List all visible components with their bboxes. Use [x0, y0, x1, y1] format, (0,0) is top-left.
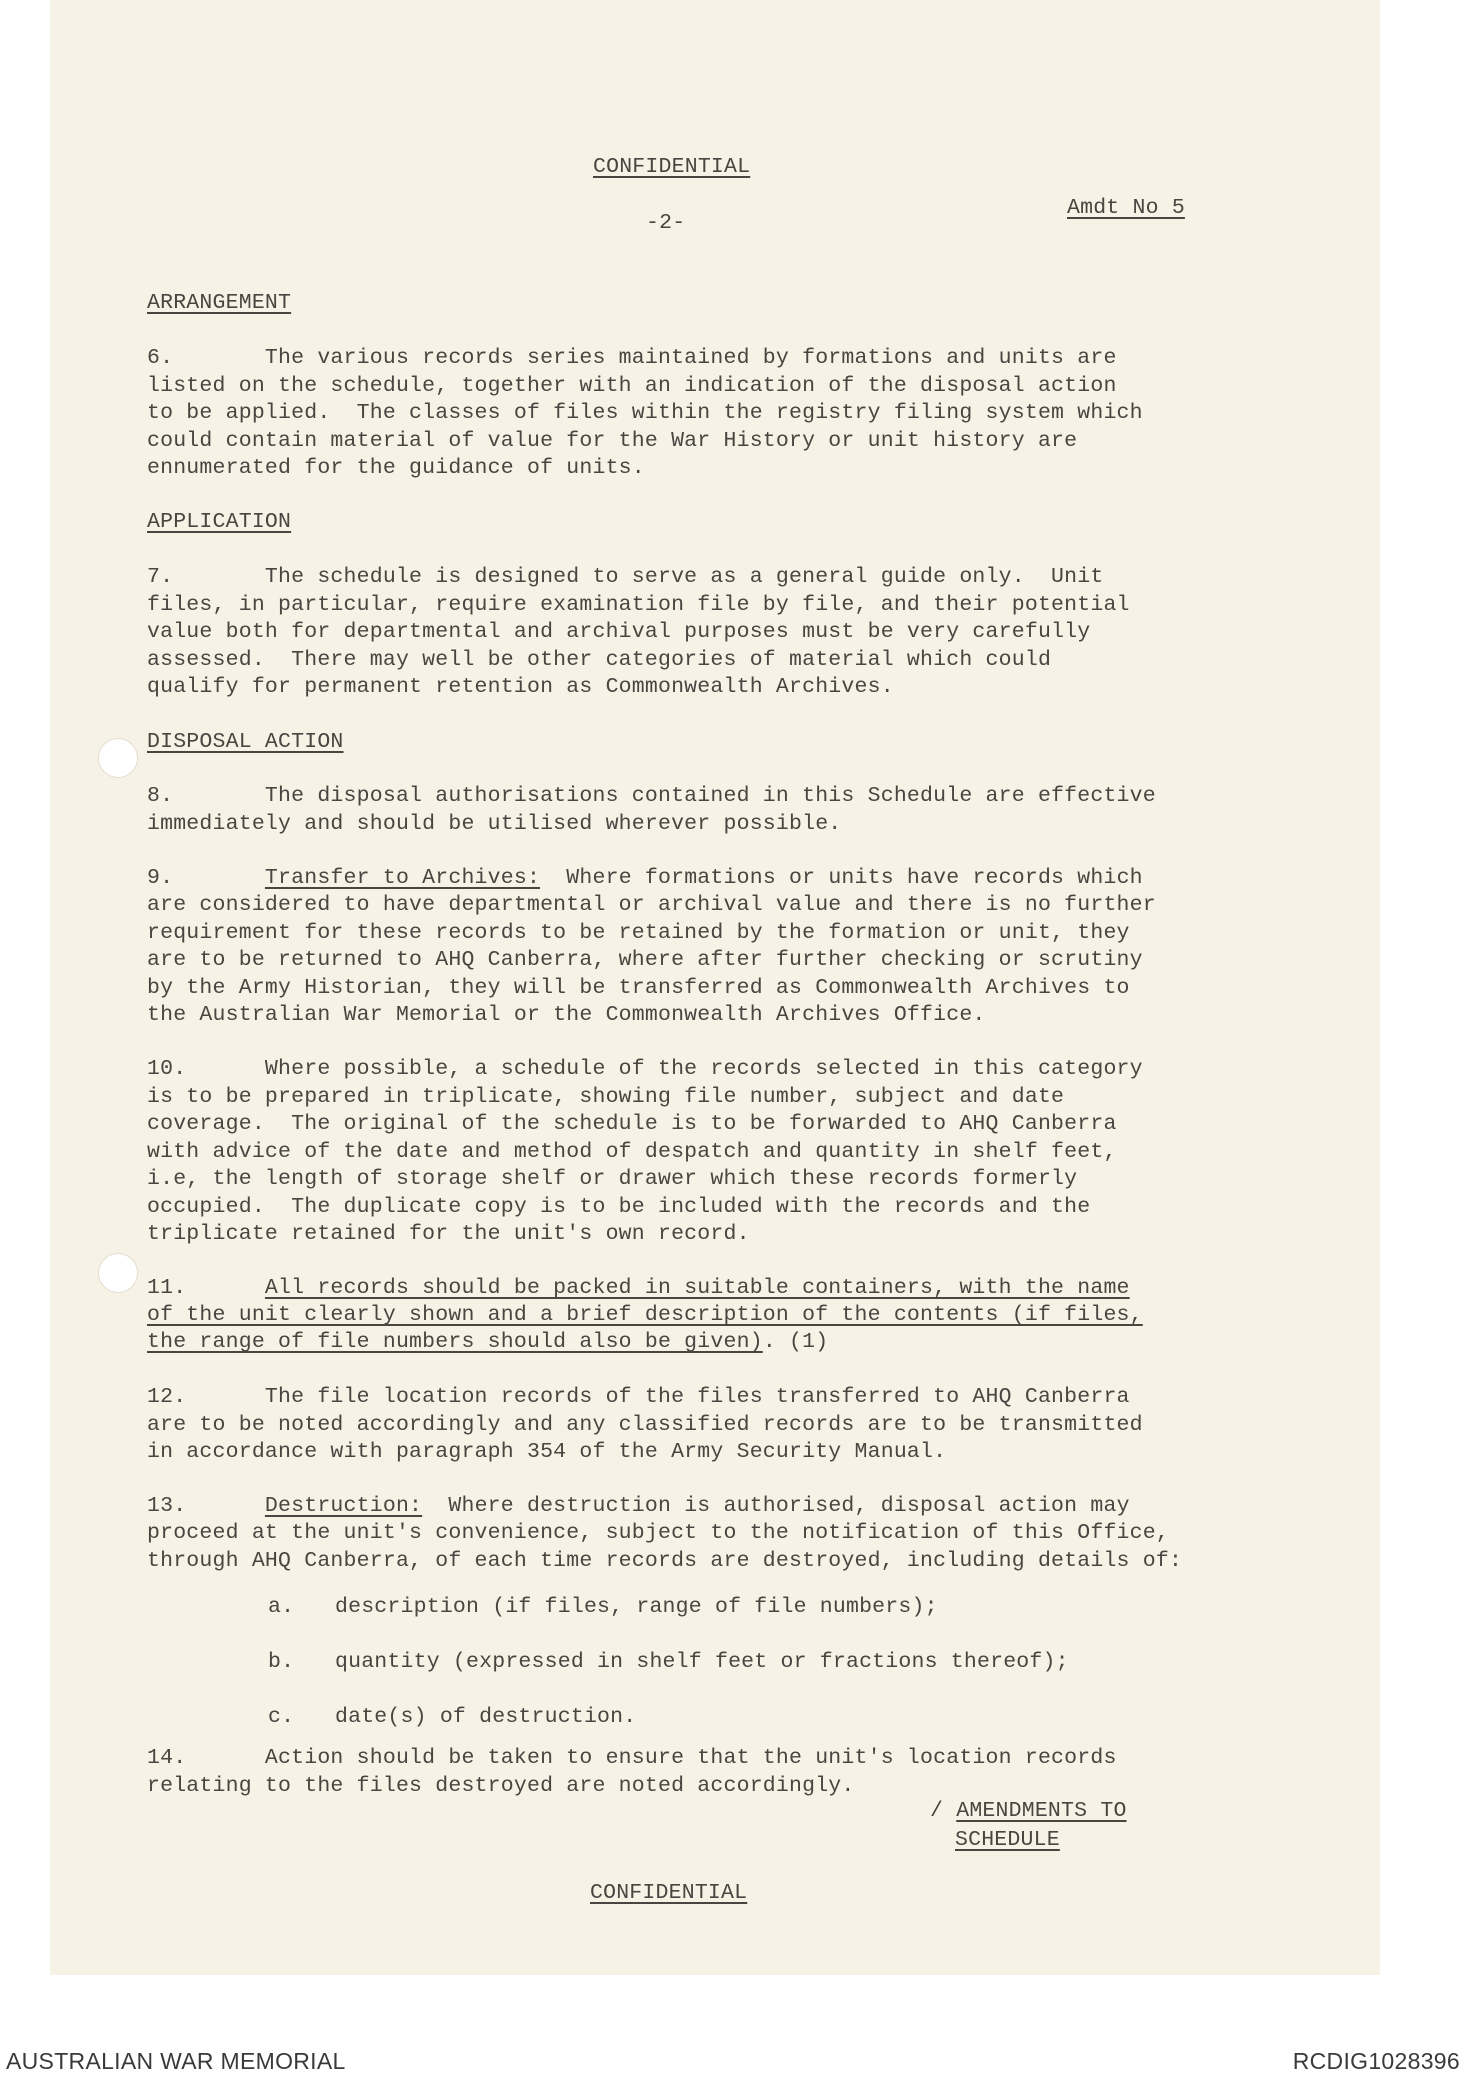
paragraph-line: 7. The schedule is designed to serve as a general guide only. Unit — [147, 565, 1104, 589]
paragraph-11-note: . (1) — [762, 1330, 829, 1354]
paragraph-line: are considered to have departmental or archival value and there is no further — [147, 893, 1156, 917]
item-c-label: c. — [268, 1705, 295, 1729]
classification-top: CONFIDENTIAL — [593, 155, 751, 179]
paragraph-line: occupied. The duplicate copy is to be included with the records and the — [147, 1194, 1091, 1219]
heading-disposal-action: DISPOSAL ACTION — [147, 730, 344, 754]
paragraph-line: relating to the files destroyed are noted accordingly. — [147, 1773, 855, 1798]
paragraph-line: files, in particular, require examination file by file, and their potential — [147, 592, 1130, 617]
punch-hole — [98, 1253, 138, 1293]
paragraph-13-first-line — [147, 1493, 1130, 1521]
paragraph-9-number: 9. — [147, 866, 265, 890]
item-a-text: description (if files, range of file numbers); — [335, 1595, 938, 1619]
destruction-title: Destruction: — [264, 1494, 423, 1518]
paragraph-13 — [147, 1520, 1182, 1575]
page-number: -2- — [646, 211, 686, 235]
continuation-prefix: / — [930, 1799, 957, 1823]
heading-application: APPLICATION — [147, 510, 292, 534]
classification-bottom: CONFIDENTIAL — [590, 1881, 748, 1905]
paragraph-line: triplicate retained for the unit's own record. — [147, 1222, 750, 1246]
paragraph-line: with advice of the date and method of despatch and quantity in shelf feet, — [147, 1139, 1117, 1164]
item-c-text: date(s) of destruction. — [335, 1705, 637, 1729]
paragraph-7 — [147, 564, 1130, 702]
item-b-text: quantity (expressed in shelf feet or fractions thereof); — [335, 1650, 1069, 1674]
paragraph-line: 10. Where possible, a schedule of the records selected in this category — [147, 1057, 1143, 1081]
paragraph-line: requirement for these records to be retained by the formation or unit, they — [147, 920, 1130, 945]
archive-credit: AUSTRALIAN WAR MEMORIAL — [6, 2048, 346, 2074]
paragraph-12 — [147, 1384, 1143, 1467]
paragraph-line: assessed. There may well be other categories of material which could — [147, 647, 1052, 672]
paragraph-line: i.e, the length of storage shelf or drawer which these records formerly — [147, 1167, 1078, 1191]
paragraph-line: 14. Action should be taken to ensure that the unit's location records — [147, 1746, 1117, 1770]
paragraph-line: 8. The disposal authorisations contained in this Schedule are effective — [147, 784, 1156, 808]
paragraph-9 — [147, 892, 1156, 1030]
continuation-line-2: SCHEDULE — [955, 1828, 1060, 1852]
paragraph-9-first-rest: Where formations or units have records which — [540, 866, 1143, 890]
record-id: RCDIG1028396 — [1292, 2048, 1460, 2074]
paragraph-8 — [147, 783, 1156, 838]
amendment-number: Amdt No 5 — [1067, 196, 1185, 220]
item-a-label: a. — [268, 1595, 295, 1619]
continuation-line-1 — [930, 1798, 1127, 1826]
paragraph-line: proceed at the unit's convenience, subject to the notification of this Office, — [147, 1521, 1169, 1545]
paragraph-line: immediately and should be utilised wherever possible. — [147, 811, 842, 836]
continuation-text: AMENDMENTS TO — [956, 1799, 1127, 1823]
paragraph-line: are to be returned to AHQ Canberra, where after further checking or scrutiny — [147, 948, 1143, 972]
paragraph-line: the Australian War Memorial or the Commonwealth Archives Office. — [147, 1003, 986, 1027]
paragraph-line: by the Army Historian, they will be transferred as Commonwealth Archives to — [147, 975, 1130, 1000]
paragraph-13-number: 13. — [147, 1494, 265, 1518]
item-b-label: b. — [268, 1650, 295, 1674]
paragraph-line: value both for departmental and archival purposes must be very carefully — [147, 620, 1091, 644]
paragraph-13-first-rest: Where destruction is authorised, disposal action may — [422, 1494, 1130, 1518]
punch-hole — [98, 738, 138, 778]
paragraph-line: ennumerated for the guidance of units. — [147, 456, 645, 480]
paragraph-11-number: 11. — [147, 1276, 265, 1300]
paragraph-line: to be applied. The classes of files within the registry filing system which — [147, 401, 1143, 425]
paragraph-11-line-1 — [147, 1275, 1130, 1303]
paragraph-line: is to be prepared in triplicate, showing file number, subject and date — [147, 1084, 1065, 1109]
paragraph-11-line-3 — [147, 1329, 828, 1357]
paragraph-line: listed on the schedule, together with an indication of the disposal action — [147, 373, 1117, 398]
paragraph-9-first-line — [147, 865, 1143, 893]
paragraph-line: qualify for permanent retention as Commonwealth Archives. — [147, 675, 894, 699]
paragraph-line: coverage. The original of the schedule is to be forwarded to AHQ Canberra — [147, 1112, 1117, 1136]
paragraph-10 — [147, 1056, 1143, 1249]
paragraph-line: are to be noted accordingly and any classified records are to be transmitted — [147, 1412, 1143, 1437]
paragraph-line: in accordance with paragraph 354 of the Army Security Manual. — [147, 1440, 947, 1464]
transfer-to-archives-title: Transfer to Archives: — [264, 866, 541, 890]
paragraph-14 — [147, 1745, 1117, 1800]
heading-arrangement: ARRANGEMENT — [147, 291, 292, 315]
paragraph-line: 12. The file location records of the files transferred to AHQ Canberra — [147, 1385, 1130, 1409]
paragraph-11-line-2: of the unit clearly shown and a brief description of the contents (if files, — [147, 1303, 1143, 1327]
paragraph-line: could contain material of value for the War History or unit history are — [147, 428, 1078, 453]
paragraph-6 — [147, 345, 1143, 483]
paragraph-line: through AHQ Canberra, of each time records are destroyed, including details of: — [147, 1548, 1183, 1573]
paragraph-11-text: All records should be packed in suitable containers, with the name — [264, 1276, 1130, 1300]
paragraph-line: 6. The various records series maintained by formations and units are — [147, 346, 1117, 370]
paragraph-11-text-end: the range of file numbers should also be given) — [147, 1330, 763, 1354]
